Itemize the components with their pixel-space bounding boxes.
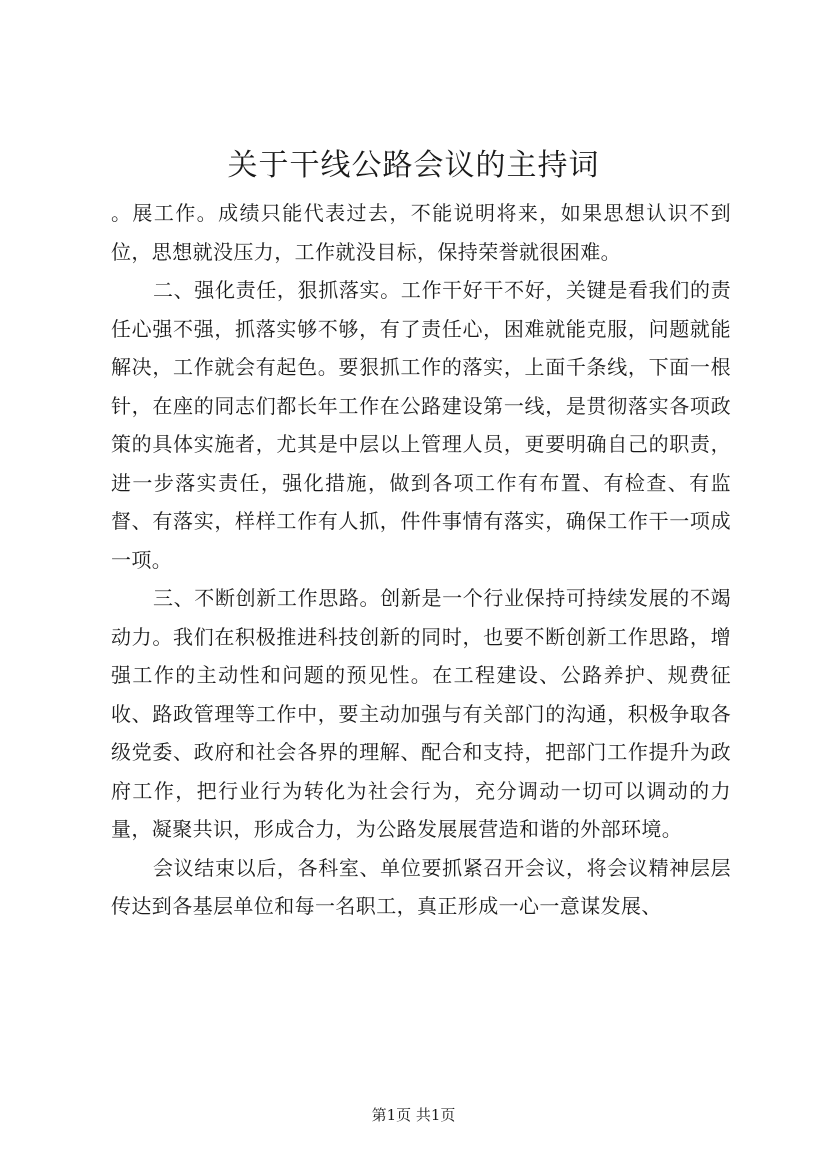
- document-body: [111, 194, 731, 926]
- paragraph-innovate-thinking: 三、不断创新工作思路。创新是一个行业保持可持续发展的不竭动力。我们在积极推进科技创新的同时，也要不断创新工作思路，增强工作的主动性和问题的预见性。在工程建设、公路养护、规费征收、路政管理等工作中，要主动加强与有关部门的沟通，积极争取各级党委、政府和社会各界的理解、配合和支持，把部门工作提升为政府工作，把行业行为转化为社会行为，充分调动一切可以调动的力量，凝聚共识，形成合力，为公路发展展营造和谐的外部环境。: [111, 586, 731, 841]
- document-title: 关于干线公路会议的主持词: [227, 148, 600, 183]
- paragraph-continuation: 。展工作。成绩只能代表过去，不能说明将来，如果思想认识不到位，思想就没压力，工作就没目标，保持荣誉就很困难。: [111, 201, 731, 264]
- paragraph-after-meeting: 会议结束以后，各科室、单位要抓紧召开会议，将会议精神层层传达到各基层单位和每一名职工，真正形成一心一意谋发展、: [111, 855, 731, 918]
- page-footer: 第1页 共1页: [371, 1106, 456, 1124]
- paragraph-strengthen-responsibility: 二、强化责任，狠抓落实。工作干好干不好，关键是看我们的责任心强不强，抓落实够不够，有了责任心，困难就能克服，问题就能解决，工作就会有起色。要狠抓工作的落实，上面千条线，下面一根针，在座的同志们都长年工作在公路建设第一线，是贯彻落实各项政策的具体实施者，尤其是中层以上管理人员，更要明确自己的职责，进一步落实责任，强化措施，做到各项工作有布置、有检查、有监督、有落实，样样工作有人抓，件件事情有落实，确保工作干一项成一项。: [111, 278, 731, 572]
